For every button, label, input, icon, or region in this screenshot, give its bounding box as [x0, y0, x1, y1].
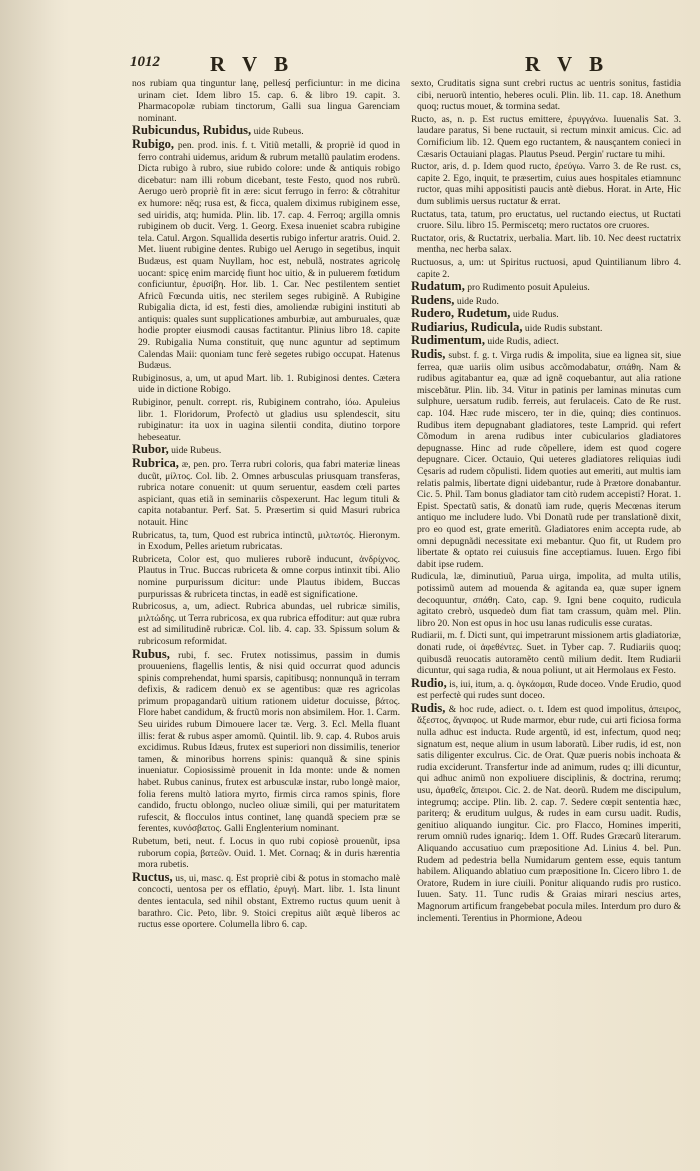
entry-text: Rubricatus, ta, tum, Quod est rubrica intinctũ, μιλτωτός. Hieronym. in Exodum, Pelles arietum rubricatas. — [132, 529, 400, 553]
entry-text: Ructatus, tata, tatum, pro eructatus, uel ructando eiectus, ut Ructati cruore. Silu. libro 15. Permiscetq; mero ructatos ore cruores. — [411, 208, 681, 232]
dictionary-entry — [411, 349, 681, 570]
entry-text: Rubetum, beti, neut. f. Locus in quo rubi copiosè prouenũt, ipsa ruborum copia, βατεῶν. Ouid. 1. Met. Cornaq; & in duris hærentia mora rubetis. — [132, 836, 400, 871]
dictionary-entry — [132, 397, 400, 443]
dictionary-entry — [132, 601, 400, 647]
entry-text: subst. f. g. t. Virga rudis & impolita, siue ea lignea sit, siue ferrea, quæ uariis olim usibus accõmodabatur, σπάθη. Nam & rudibus agitabantur ea, quæ ad ignẽ coquebantur, aut alia ratione miscebãtur. Plin. lib. 34. Vitur in patinis per laminas minutas cum sulphure, uersatum rudib. ferreis, aut ferulaceis. Cato de Re rust. cap. 104. Hæc rude miscero, ter in die, quinq; dies continuos. Rudibus item depugnabant gladiatores, teste Lamprid. qui refert Cõmodum in arena rudibus inter cubicularios gladiatores depugnasse. Hinc ad rude cõpellere, idem est quod cogere depugnare. Cicer. Octauio, Qui ueteres gladiatores reliquias iudi Cęsaris ad rudem cõpulisti. Iidem quoties aut emeriti, aut multis iam relatis palmis, libertate digni uidebantur, rude à Prætore donabantur. Cic. 5. Phil. Tam bonus gladiator tam citò rudem accepisti? Horat. 1. Epist. Spectatũ satis, & donatũ iam rude, quęris Mecœnas iterum antiquo me includere ludo. Vbi Donatũ rude per translationẽ dixit, pro eo quod est, grate emeritũ. Gladiatores enim accepta rude, ab omni depugnãdi necessitate exi mebantur. Quo fit, ut Rudem pro libertate & optato rei cuiusuis fine acceptiamus. Iuuen. Ergo fibi dabit ipse rudem. — [417, 350, 681, 570]
headword: Rudimentum, — [411, 333, 485, 348]
dictionary-entry — [132, 530, 400, 553]
entry-text: uide Rudis substant. — [522, 322, 603, 334]
dictionary-entry — [411, 571, 681, 629]
dictionary-entry — [411, 114, 681, 160]
dictionary-entry — [132, 373, 400, 396]
headword: Rudero, Rudetum, — [411, 306, 511, 321]
entry-text: Ructuosus, a, um: ut Spiritus ructuosi, apud Quintilianum libro 4. capite 2. — [411, 256, 681, 280]
entry-text: Rubricosus, a, um, adiect. Rubrica abundas, uel rubricæ similis, μιλτώδης. ut Terra rubricosa, ex qua rubrica effoditur: aut quæ rubra est ad similitudinẽ rubricæ. Col. lib. 4. cap. 33. Spissum solum & rubricosum reformidat. — [132, 601, 400, 647]
dictionary-entry — [411, 335, 681, 348]
entry-text: Rudicula, læ, diminutiuũ, Parua uirga, impolita, ad multa utilis, potissimũ autem ad mouenda & agitanda ea, quæ super ignem decoquuntur, σπάθη. Cato, cap. 9. Igni bene coquito, rudicula agitato crebrò, usquedeò dum fiat tam crassum, quàm mel. Plin. libro 20. Non est opus in hoc usu lanas rudiculis esse curatas. — [411, 571, 681, 629]
headword: Rubor, — [132, 442, 169, 457]
entry-text: sexto, Cruditatis signa sunt crebri ructus ac uentris sonitus, fastidia cibi, neruorũ intentio, heberes oculi. Plin. lib. 11. cap. 18. Anethum quoq; ructus mouet, & tormina sedat. — [411, 78, 681, 113]
headword: Rudio, — [411, 675, 447, 690]
entry-text: is, iui, itum, a. q. ὀγκάομαι, Rude doceo. Vnde Erudio, quod est perfectè qui rudes sunt doceo. — [417, 678, 681, 702]
page-header — [130, 54, 660, 76]
headword: Rudis, — [411, 347, 446, 362]
headword: Rubrica, — [132, 456, 179, 470]
entry-text: us, ui, masc. q. Est propriè cibi & potus in stomacho malè concocti, uentosa per os efflatio, ἐρυγή. Mart. libr. 1. Ista linunt dentes ientacula, sed nihil obstant, Extremo ructus quum uenit à barathro. Cic. Peto, libr. 9. Stoici crepitus aiũt æquè liberos ac ructus esse oportere. Columella libro 6. cap. — [138, 872, 400, 931]
entry-text: uide Rubeus. — [251, 126, 304, 138]
headword: Ructus, — [132, 869, 173, 884]
dictionary-entry — [132, 136, 400, 372]
dictionary-entry — [411, 630, 681, 676]
headword: Rudatum, — [411, 279, 465, 294]
dictionary-entry — [132, 836, 400, 871]
dictionary-entry — [132, 78, 400, 124]
entry-text: nos rubiam qua tinguntur lanę, pellesq́ perficiuntur: in me dicina urinam ciet. Idem libro 15. cap. 6. & libro 19. capit. 3. Pharmacopolæ rubiam tinctorum, Galli sua lingua Garenciam nominant. — [132, 78, 400, 124]
headword: Rubus, — [132, 646, 170, 661]
entry-text: Ructor, aris, d. p. Idem quod ructo, ἐρεύγω. Varro 3. de Re rust. cs, capite 2. Ego, inquit, te præsertim, cuius aues hospitales etiamnunc ructor, quas mihi appositisti paucis antè diebus. Horat. in Arte, Hic dum sublimis uersus ructatur & errat. — [411, 161, 681, 207]
dictionary-entry — [411, 78, 681, 113]
page-number: 1012 — [130, 54, 160, 70]
headword: Rudens, — [411, 292, 455, 307]
running-head-right: R V B — [525, 52, 610, 76]
dictionary-entry — [411, 675, 681, 702]
headword: Rubicundus, Rubidus, — [132, 123, 252, 138]
entry-text: pen. prod. inis. f. t. Vitiũ metalli, & propriè id quod in ferro contrahi uidemus, aridum & rubrum metallũ paulatim erodens. Dicta rubigo à rubro, siue rubido colore: unde & antiquis robigo dicebatur: nam illi robum dicebant, teste Festo, quod nos rubrũ. Aerugo uerò propriè fit in ære: sicut ferrugo in ferro: & cõtrahitur ex humore: nẽq; rusa est, & ficca, qualem diximus rubiginem esse, sed uiridis, atq; humida. Plin. lib. 17. cap. 4. Ferroq; argilla omnis rubiginem ob ducit. Verg. 1. Georg. Exesa inueniet scabra rubigine tela. Catul. Argon. Squallida desertis rubigo infertur aratris. Ouid. 2. Met. liuent rubigine dentes. Rubigo uel Aerugo in segetibus, inquit Budæus, est quam Nuyllam, hoc est, nebulã, nostrates agricolę uocant: spicę enim marcidę fiunt hoc uitio, & in puluerem fœtidum conficiuntur, ἐρυσίβη. Hor. lib. 1. Car. Nec pestilentem sentiet Africũ Fœcunda uitis, nec sterilem seges rubiginẽ. A Rubigine Rubigalia dicta, id est, festi dies, amoliendæ rubigini instituti ab antiquis: quales sunt supplicationes amburbiæ, aut amburuales, quæ hodie propter eiusmodi causas factitantur. Plinius libro 18. capite 29. Rubigalia Numa constituit, quę nunc aguntur ad septimum Calendas Maii: quoniam tunc ferè segetes rubigo occupat. Hatenus Budæus. — [138, 139, 400, 372]
dictionary-entry — [132, 646, 400, 836]
dictionary-entry — [132, 554, 400, 600]
entry-text: Rubiginosus, a, um, ut apud Mart. lib. 1. Rubiginosi dentes. Cætera uide in dictione Robigo. — [132, 372, 400, 396]
dictionary-entry — [132, 458, 400, 529]
entry-text: rubi, f. sec. Frutex notissimus, passim in dumis prouueniens, flagellis lentis, & nisi quid occurrat quod aduncis spinis comprehendat, humi sparsis, capitibusq; nonnunquã in terram defixis, & radicem denuò ex se agentibus: quæ res agricolas primum propagandarũ uitium rationem uidetur docuisse, βάτος. Flore habet candidum, & fructũ moris non absimilem. Hor. 1. Carm. Seu uirides rubum Dimouere lacer tæ. Verg. 3. Ecl. Mella fluant illis: ferat & rubus asper amomũ. Quintil. lib. 9. cap. 4. Rubos aruis excidimus. Rubus Idæus, frutex est superiori non dissimilis, tenerior tamen, & minoribus horrens spinis: quanquã & sine spinis inueniatur. Copiosissimè prouenit in Ida monte: unde & nomen habet. Rubus caninus, frutex est arbusculæ instar, rubo longè maior, folia ferens multò latiora myrto, firmis circa ramos spinis, flore candido, fructu oblongo, nucleo oliuæ simili, qui per maturitatem rufescit, & flocculos intus continet, lanę quandã speciem præ se ferentes, κυνόσβατος. Galli Englenterium nominant. — [138, 649, 400, 835]
running-head-left: R V B — [210, 52, 295, 76]
dictionary-entry — [411, 257, 681, 280]
entry-text: pro Rudimento posuit Apuleius. — [464, 282, 590, 294]
entry-text: æ, pen. pro. Terra rubri coloris, qua fabri materiæ lineas ducũt, μίλτος. Col. lib. 2. Omnes arbusculas priusquam transferas, rubrica notare conuenit: ut quum seruentur, easdem cœli partes aspiciant, quas etiã in seminariis cõspexerunt. Hac legum tituli & capita notabantur. Perf. Sat. 5. Præsertim si quid Masuri rubrica notauit. Hinc — [138, 459, 400, 528]
entry-text: Rubiginor, penult. corrept. ris, Rubiginem contraho, ἰόω. Apuleius libr. 1. Floridorum, Profectò ut gladius usu splendescit, situ rubiginatur: ita uox in uagina silentii condita, diutino torpore hebeseatur. — [132, 397, 400, 443]
dictionary-entry — [411, 161, 681, 207]
entry-text: uide Rudus. — [510, 309, 559, 321]
entry-text: uide Rubeus. — [168, 445, 222, 457]
entry-text: Ructator, oris, & Ructatrix, uerbalia. Mart. lib. 10. Nec deest ructatrix mentha, nec herba salax. — [411, 232, 681, 256]
page-spine-shadow — [0, 0, 70, 1171]
headword: Rubigo, — [132, 136, 175, 151]
left-column — [132, 78, 400, 1117]
dictionary-entry — [132, 869, 400, 931]
dictionary-entry — [411, 233, 681, 256]
headword: Rudis, — [411, 700, 446, 715]
dictionary-entry — [411, 209, 681, 232]
entry-text: Rudiarii, m. f. Dicti sunt, qui impetrarunt missionem artis gladiatoriæ, donati rude, οἱ ἀφεθέντες. Suet. in Tyber cap. 7. Rudiariis quoq; quibusdã reuocatis autoramẽto centũ milium dedit. Item Rudiarii dicuntur, qui saga rudia, & noua poliunt, ut ait Hermolaus ex Festo. — [411, 630, 681, 677]
entry-text: uide Rudo. — [454, 295, 499, 307]
right-column — [411, 78, 681, 1117]
entry-text: Rubriceta, Color est, quo mulieres ruborẽ inducunt, ἀνδρίχνος. Plautus in Truc. Buccas rubriceta & omne corpus intinxit tibi. Alio nomine purpurissum dicitur: unde Plautus ibidem, Buccas purpurissas & rubriceta tinctas, in eadẽ est significatione. — [132, 553, 400, 600]
entry-text: uide Rudis, adiect. — [484, 336, 559, 348]
entry-text: Ructo, as, n. p. Est ructus emittere, ἐρυγγάνω. Iuuenalis Sat. 3. laudare paratus, Si bene ructauit, si rectum minxit amicus. Cic. ad Cornificium lib. 12. Quem ego ructantem, & nausçantem conieci in Cæsaris Octauiani plagas. Plautus Pseud. Pergin' ructare tu mihi. — [411, 113, 681, 160]
headword: Rudiarius, Rudicula, — [411, 319, 523, 334]
entry-text: & hoc rude, adiect. o. t. Idem est quod impolitus, ἀπειρος, ἄξεστος, ἄγναφος. ut Rude marmor, ebur rude, cui arti ficiosa forma nulla adhuc est inducta. Rude argentũ, id est, infectum, quod neq; signatum est, neque alium in usum laboratũ. Liber rudis, id est, non satis diligenter exculrus. Cic. de Orat. Quæ pueris nobis inchoata & rudia exciderunt. Transfertur inde ad animum, rudes q; illi dicuntur, qui adhuc animũ non expoliuere disciplinis, & doctrina, rerumq; usu, ἀμαθεῖς, ἄπειροι. Cic. 2. de Nat. deorũ. Rudem me discipulum, integrumq; accipe. Plin. lib. 2. cap. 7. Sedere cœpit sententia hæc, pariterq; & eruditum uulgus, & rudes in eam cursu uadit. Rudis, genitiuo aliquando iungitur. Cic. pro Flacco, Homines imperiti, rerum omniũ rudes ignariq;. Idem 1. Off. Rudes Græcarũ literarum. Aliquando accusatiuo cum præpositione Ad. Linius 4. bel. Pun. Rudem ad pedestria bella Numidarum gentem esse, equis tantum habilem. Aliquando ablatiuo cum præpositione In. Cicero libro 1. de Oratore, Rudem in iure ciuili. Ponitur aliquando rudis pro rustico. Iuuen. Saty. 11. Tunc rudis & Graias mirari nescius artes, Magnorum artificum frangebebat pocula miles. Interdum pro duro & inclementi. Terentius in Phormione, Adeou — [417, 703, 681, 924]
dictionary-entry — [411, 700, 681, 924]
